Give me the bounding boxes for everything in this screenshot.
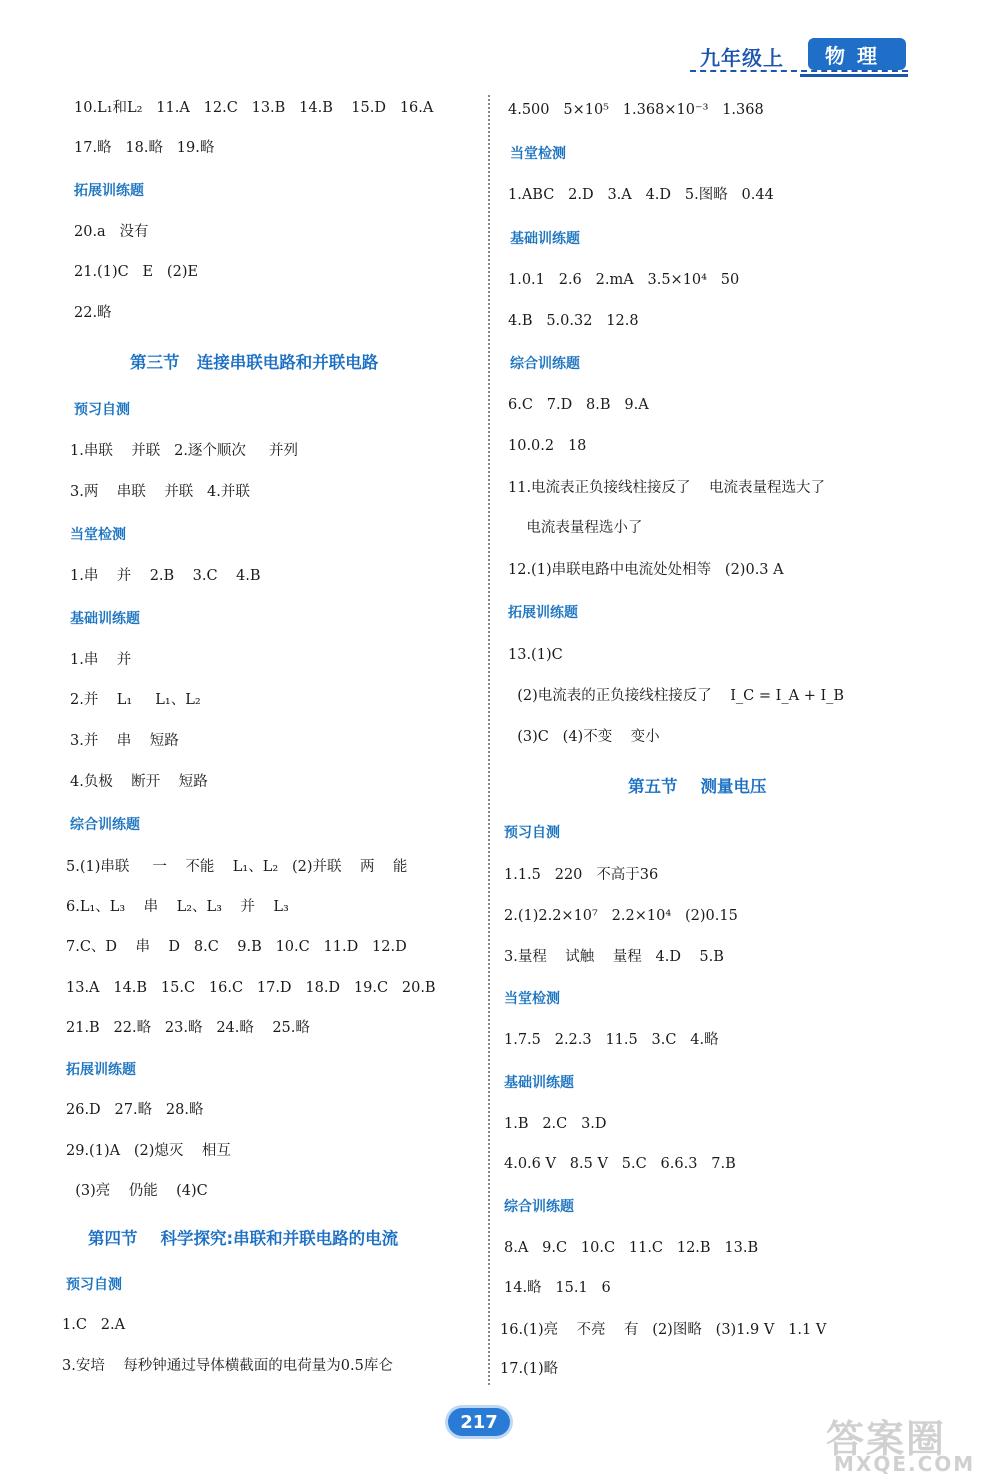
answer-line: 3.量程 试触 量程 4.D 5.B	[504, 949, 724, 965]
section-title: 第五节 测量电压	[628, 777, 767, 796]
answer-line: 11.电流表正负接线柱接反了 电流表量程选大了	[508, 480, 825, 496]
subsection-heading: 当堂检测	[70, 527, 126, 543]
subsection-heading: 拓展训练题	[66, 1062, 136, 1078]
answer-line: 13.(1)C	[508, 647, 563, 663]
subsection-heading: 基础训练题	[510, 231, 580, 247]
subsection-heading: 当堂检测	[504, 991, 560, 1007]
grade-label: 九年级上	[700, 46, 784, 70]
subsection-heading: 基础训练题	[70, 611, 140, 627]
answer-line: 26.D 27.略 28.略	[66, 1102, 204, 1118]
answer-line: 3.两 串联 并联 4.并联	[70, 484, 250, 500]
page-number: 217	[448, 1408, 510, 1436]
answer-line: 21.B 22.略 23.略 24.略 25.略	[66, 1020, 310, 1036]
subsection-heading: 拓展训练题	[508, 605, 578, 621]
answer-line: 1.0.1 2.6 2.mA 3.5×10⁴ 50	[508, 272, 740, 288]
answer-line: 4.500 5×10⁵ 1.368×10⁻³ 1.368	[508, 102, 764, 118]
subsection-heading: 基础训练题	[504, 1075, 574, 1091]
answer-line: 4.0.6 V 8.5 V 5.C 6.6.3 7.B	[504, 1156, 736, 1172]
subsection-heading: 预习自测	[66, 1277, 122, 1293]
answer-line: 17.(1)略	[500, 1361, 559, 1377]
subsection-heading: 综合训练题	[70, 817, 140, 833]
answer-line: 20.a 没有	[74, 224, 149, 240]
subsection-heading: 拓展训练题	[74, 183, 144, 199]
answer-line: 8.A 9.C 10.C 11.C 12.B 13.B	[504, 1240, 759, 1256]
answer-line: 17.略 18.略 19.略	[74, 140, 215, 156]
watermark-text: 答案圈	[826, 1417, 947, 1461]
watermark-logo	[820, 1408, 980, 1478]
answer-line: 12.(1)串联电路中电流处处相等 (2)0.3 A	[508, 562, 784, 578]
answer-line: 2.(1)2.2×10⁷ 2.2×10⁴ (2)0.15	[504, 908, 738, 924]
answer-line: 1.1.5 220 不高于36	[504, 867, 659, 883]
watermark-url: MXQE.COM	[834, 1452, 976, 1476]
answer-line: 22.略	[74, 305, 112, 321]
answer-line: 6.C 7.D 8.B 9.A	[508, 397, 649, 413]
section-title: 第四节 科学探究:串联和并联电路的电流	[88, 1229, 399, 1248]
answer-line: 电流表量程选小了	[508, 520, 643, 536]
header-solid-rule	[800, 74, 908, 77]
answer-line: 1.串 并	[70, 652, 132, 668]
answer-line: 4.B 5.0.32 12.8	[508, 313, 639, 329]
answer-line: 10.L₁和L₂ 11.A 12.C 13.B 14.B 15.D 16.A	[74, 100, 434, 116]
answer-line: 14.略 15.1 6	[504, 1280, 611, 1296]
answer-line: 29.(1)A (2)熄灭 相互	[66, 1143, 231, 1159]
answer-line: 10.0.2 18	[508, 438, 587, 454]
answer-line: 3.并 串 短路	[70, 733, 179, 749]
answer-line: 3.安培 每秒钟通过导体横截面的电荷量为0.5库仑	[62, 1358, 393, 1374]
header-dashed-rule	[690, 70, 908, 72]
subject-badge: 物理	[808, 38, 906, 70]
answer-line: 16.(1)亮 不亮 有 (2)图略 (3)1.9 V 1.1 V	[500, 1322, 827, 1338]
answer-line: 2.并 L₁ L₁、L₂	[70, 692, 201, 708]
subsection-heading: 综合训练题	[510, 356, 580, 372]
answer-line: 1.串 并 2.B 3.C 4.B	[70, 568, 261, 584]
subsection-heading: 预习自测	[504, 825, 560, 841]
subsection-heading: 当堂检测	[510, 146, 566, 162]
section-title: 第三节 连接串联电路和并联电路	[130, 353, 379, 372]
column-divider	[488, 95, 490, 1385]
answer-line: (3)C (4)不变 变小	[508, 729, 660, 745]
answer-line: 1.B 2.C 3.D	[504, 1116, 607, 1132]
subsection-heading: 预习自测	[74, 402, 130, 418]
answer-line: 6.L₁、L₃ 串 L₂、L₃ 并 L₃	[66, 899, 289, 915]
answer-line: 21.(1)C E (2)E	[74, 264, 199, 280]
answer-line: (2)电流表的正负接线柱接反了 I_C = I_A + I_B	[508, 688, 845, 704]
answer-line: 13.A 14.B 15.C 16.C 17.D 18.D 19.C 20.B	[66, 980, 436, 996]
answer-line: 5.(1)串联 一 不能 L₁、L₂ (2)并联 两 能	[66, 859, 408, 875]
answer-line: 1.C 2.A	[62, 1317, 126, 1333]
answer-line: 7.C、D 串 D 8.C 9.B 10.C 11.D 12.D	[66, 939, 407, 955]
subsection-heading: 综合训练题	[504, 1199, 574, 1215]
answer-line: 1.串联 并联 2.逐个顺次 并列	[70, 443, 298, 459]
answer-line: 1.ABC 2.D 3.A 4.D 5.图略 0.44	[508, 187, 774, 203]
answer-line: 4.负极 断开 短路	[70, 774, 208, 790]
answer-line: (3)亮 仍能 (4)C	[66, 1183, 208, 1199]
answer-line: 1.7.5 2.2.3 11.5 3.C 4.略	[504, 1032, 719, 1048]
